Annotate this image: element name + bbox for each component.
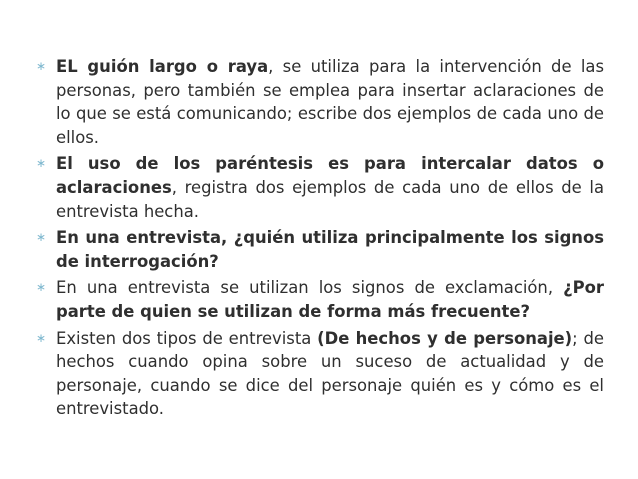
bullet-text: , se utiliza para la intervención de las personas, pero también se emplea para insertar aclaraciones de lo que se está comunicando; escribe dos ejemplos de cada uno de ellos. bbox=[56, 57, 604, 147]
asterisk-bullet-icon: ∗ bbox=[36, 280, 47, 295]
bullet-list bbox=[34, 55, 604, 424]
bullet-text-bold: En una entrevista, ¿quién utiliza principalmente los signos de interrogación? bbox=[56, 228, 604, 271]
bullet-text-bold: El uso de los paréntesis es para intercalar datos o aclaraciones bbox=[56, 154, 604, 197]
bullet-text: , registra dos ejemplos de cada uno de ellos de la entrevista hecha. bbox=[56, 177, 604, 221]
asterisk-bullet-icon: ∗ bbox=[36, 330, 47, 345]
bullet-item-guion bbox=[34, 55, 604, 149]
bullet-text: ; de hechos cuando opina sobre un suceso de actualidad y de personaje, cuando se dice del personaje quién es y cómo es el entrevistado. bbox=[56, 328, 604, 419]
bullet-item-exclamacion bbox=[34, 276, 604, 323]
bullet-item-interrogacion bbox=[34, 226, 604, 273]
bullet-item-parentesis bbox=[34, 152, 604, 223]
bullet-item-tipos-entrevista bbox=[34, 327, 604, 421]
asterisk-bullet-icon: ∗ bbox=[36, 156, 47, 171]
bullet-text-bold: ¿Por parte de quien se utilizan de forma más frecuente? bbox=[56, 278, 604, 321]
asterisk-bullet-icon: ∗ bbox=[36, 59, 47, 73]
bullet-text-bold: EL guión largo o raya bbox=[56, 57, 269, 76]
asterisk-bullet-icon: ∗ bbox=[36, 230, 47, 245]
bullet-text: En una entrevista se utilizan los signos de exclamación, bbox=[56, 278, 564, 298]
bullet-text: Existen dos tipos de entrevista bbox=[56, 328, 318, 348]
bullet-text-bold: (De hechos y de personaje) bbox=[317, 328, 573, 348]
